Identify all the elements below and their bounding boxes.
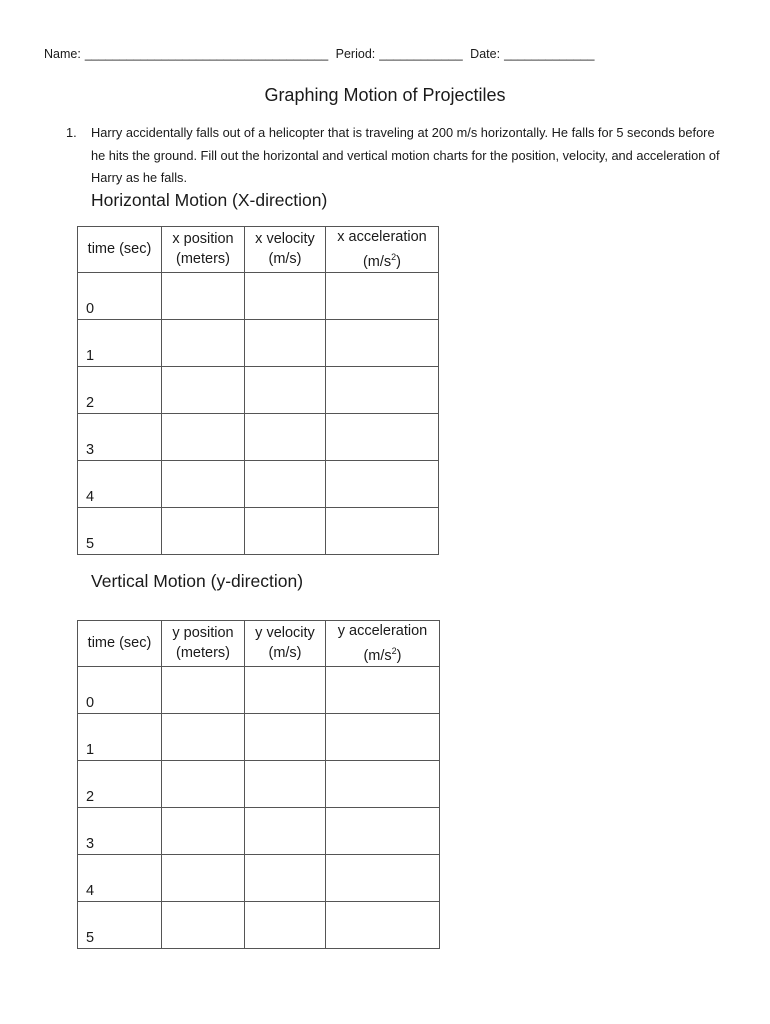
input-cell[interactable] — [162, 807, 245, 854]
input-cell[interactable] — [326, 507, 439, 554]
table-row — [78, 666, 440, 713]
col-y-acceleration-header: y acceleration $(m/s^2)$ — [326, 621, 440, 667]
table-row — [78, 272, 439, 319]
input-cell[interactable] — [326, 666, 440, 713]
col-y-velocity-header: y velocity (m/s) — [245, 621, 326, 667]
question-number: 1. — [66, 125, 77, 140]
col-x-position-header: x position (meters) — [162, 227, 245, 273]
time-cell: 2 — [78, 366, 162, 413]
input-cell[interactable] — [245, 460, 326, 507]
input-cell[interactable] — [326, 760, 440, 807]
table-row — [78, 507, 439, 554]
input-cell[interactable] — [245, 507, 326, 554]
input-cell[interactable] — [245, 319, 326, 366]
input-cell[interactable] — [162, 901, 245, 948]
input-cell[interactable] — [245, 807, 326, 854]
time-cell: 5 — [78, 901, 162, 948]
period-label: Period: — [335, 47, 376, 61]
period-blank[interactable]: ____________ — [379, 47, 463, 61]
col-y-position-header: y position (meters) — [162, 621, 245, 667]
time-cell: 4 — [78, 460, 162, 507]
time-cell: 3 — [78, 413, 162, 460]
input-cell[interactable] — [326, 366, 439, 413]
table-row — [78, 460, 439, 507]
input-cell[interactable] — [326, 413, 439, 460]
question-1 — [66, 122, 726, 190]
input-cell[interactable] — [162, 460, 245, 507]
horizontal-table — [77, 226, 439, 555]
input-cell[interactable] — [326, 460, 439, 507]
input-cell[interactable] — [245, 760, 326, 807]
date-blank[interactable]: _____________ — [504, 47, 595, 61]
header-fields — [44, 47, 598, 61]
time-cell: 1 — [78, 713, 162, 760]
col-time-header: time (sec) — [78, 621, 162, 667]
input-cell[interactable] — [162, 760, 245, 807]
table-row — [78, 366, 439, 413]
input-cell[interactable] — [162, 507, 245, 554]
page-title: Graphing Motion of Projectiles — [264, 85, 506, 105]
input-cell[interactable] — [326, 713, 440, 760]
table-row — [78, 713, 440, 760]
input-cell[interactable] — [326, 854, 440, 901]
input-cell[interactable] — [245, 272, 326, 319]
time-cell: 0 — [78, 272, 162, 319]
input-cell[interactable] — [162, 413, 245, 460]
time-cell: 2 — [78, 760, 162, 807]
input-cell[interactable] — [245, 713, 326, 760]
input-cell[interactable] — [326, 901, 440, 948]
col-x-velocity-header: x velocity (m/s) — [245, 227, 326, 273]
input-cell[interactable] — [326, 272, 439, 319]
input-cell[interactable] — [162, 366, 245, 413]
time-cell: 4 — [78, 854, 162, 901]
input-cell[interactable] — [245, 854, 326, 901]
col-time-header: time (sec) — [78, 227, 162, 273]
time-cell: 3 — [78, 807, 162, 854]
input-cell[interactable] — [245, 901, 326, 948]
date-label: Date: — [470, 47, 501, 61]
time-cell: 5 — [78, 507, 162, 554]
table-row — [78, 413, 439, 460]
name-blank[interactable]: ___________________________________ — [84, 47, 329, 61]
table-row — [78, 854, 440, 901]
horizontal-heading: Horizontal Motion (X-direction) — [91, 190, 328, 210]
table-row — [78, 760, 440, 807]
table-row — [78, 901, 440, 948]
input-cell[interactable] — [245, 366, 326, 413]
input-cell[interactable] — [326, 319, 439, 366]
time-cell: 1 — [78, 319, 162, 366]
name-label: Name: — [44, 47, 81, 61]
table-row — [78, 319, 439, 366]
input-cell[interactable] — [245, 413, 326, 460]
input-cell[interactable] — [245, 666, 326, 713]
input-cell[interactable] — [162, 854, 245, 901]
question-text: Harry accidentally falls out of a helicopter that is traveling at 200 m/s horizontally. He falls for 5 seconds before he hits the ground. Fill out the horizontal and vertical motion charts for the position, velocity, and acceleration of Harry as he falls. — [91, 125, 720, 185]
input-cell[interactable] — [162, 319, 245, 366]
col-x-acceleration-header: x acceleration $(m/s^2)$ — [326, 227, 439, 273]
table-row — [78, 807, 440, 854]
input-cell[interactable] — [162, 713, 245, 760]
vertical-table — [77, 620, 440, 949]
input-cell[interactable] — [326, 807, 440, 854]
input-cell[interactable] — [162, 666, 245, 713]
input-cell[interactable] — [162, 272, 245, 319]
time-cell: 0 — [78, 666, 162, 713]
vertical-heading: Vertical Motion (y-direction) — [91, 571, 304, 591]
